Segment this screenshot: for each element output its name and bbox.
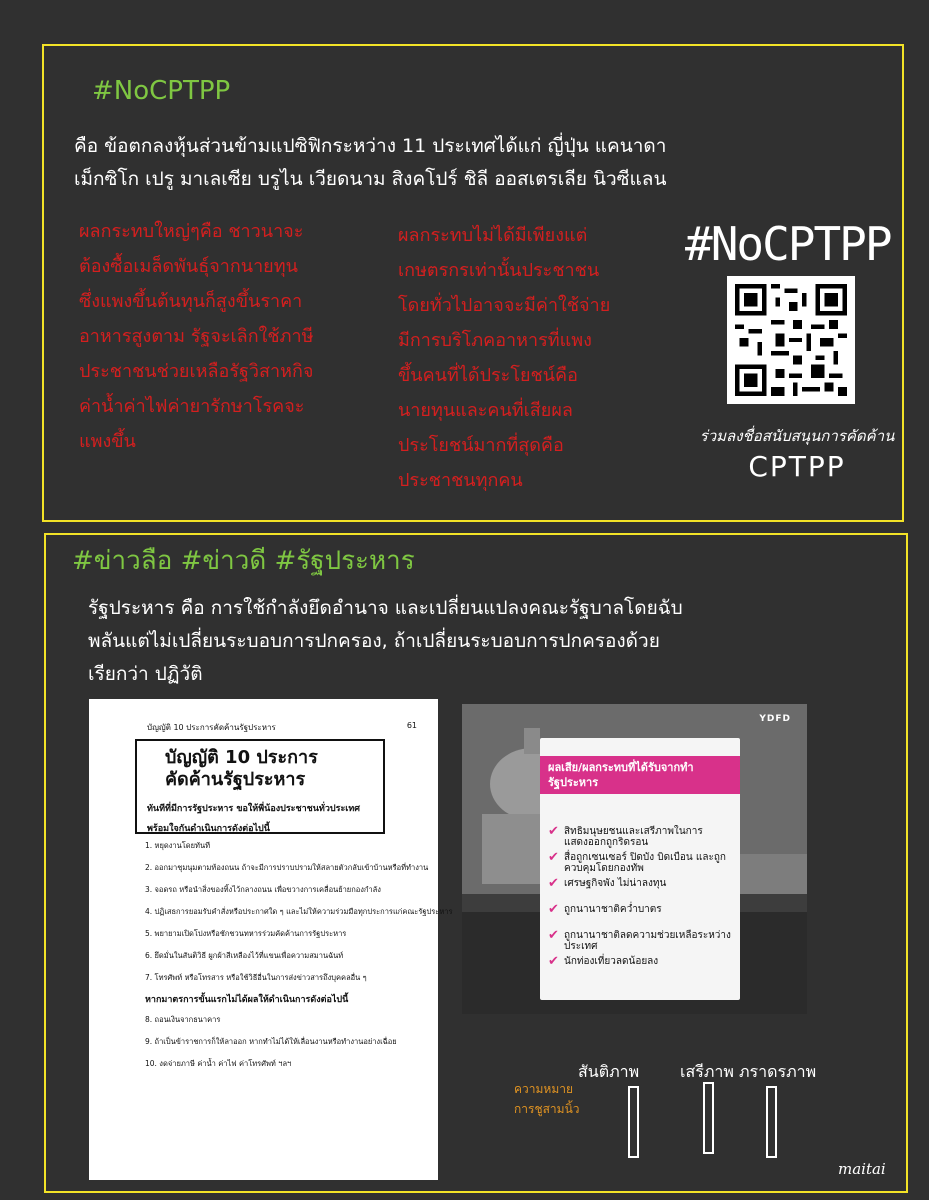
document-title-box: บัญญัติ 10 ประการ คัดค้านรัฐประหาร: [135, 739, 385, 834]
check-icon: ✔: [548, 824, 559, 839]
impact-left-text: ผลกระทบใหญ่ๆคือ ชาวนาจะ ต้องซื้อเมล็ดพันธุ์จากนายทุน ซึ่งแพงขึ้นต้นทุนก็สูงขึ้นราคา อาหารสูงตาม รัฐจะเลิกใช้ภาษี ประชาชนช่วยเหลือรัฐวิสาหกิจ ค่าน้ำค่าไฟค่ายารักษาโรคจะ แพงขึ้น: [79, 221, 314, 452]
check-icon: ✔: [548, 876, 559, 891]
list-item: ✔ ถูกนานาชาติลดความช่วยเหลือระหว่างประเทศ: [548, 928, 731, 952]
list-item: ✔ สื่อถูกเซนเซอร์ ปิดบัง บิดเบือน และถูกควบคุมโดยกองทัพ: [548, 850, 726, 874]
poster-card: [540, 738, 740, 1000]
petition-caption: ร่วมลงชื่อสนับสนุนการคัดค้าน: [699, 427, 895, 445]
list-item: 7. โทรศัพท์ หรือโทรสาร หรือใช้วิธีอื่นในการส่งข่าวสารถึงบุคคลอื่น ๆ: [145, 973, 367, 982]
document-list: [145, 839, 453, 1079]
list-item: 9. ถ้าเป็นข้าราชการก็ให้ลาออก หากทำไม่ได้ให้เลื่อนงานหรือทำงานอย่างเฉื่อย: [145, 1037, 397, 1046]
check-icon: ✔: [548, 902, 559, 917]
qr-code[interactable]: [727, 276, 855, 404]
check-icon: ✔: [548, 928, 559, 943]
nocptpp-big-hashtag: #NoCPTPP: [685, 217, 891, 271]
check-icon: ✔: [548, 850, 559, 865]
list-item: 10. งดจ่ายภาษี ค่าน้ำ ค่าไฟ ค่าโทรศัพท์ ฯลฯ: [145, 1059, 292, 1068]
finger-outline: [766, 1086, 777, 1158]
list-item: 1. หยุดงานโดยทันที: [145, 841, 211, 850]
document-subheading: หากมาตรการขั้นแรกไม่ได้ผลให้ดำเนินการดังต่อไปนี้: [145, 995, 349, 1005]
coup-impact-poster: [462, 704, 807, 1014]
meaning-label: ความหมาย: [514, 1082, 574, 1096]
list-item: 3. จอดรถ หรือนำสิ่งของทิ้งไว้กลางถนน เพื่อขวางการเคลื่อนย้ายกองกำลัง: [145, 885, 381, 894]
poster-list: [548, 826, 738, 982]
finger-outline: [628, 1086, 639, 1158]
impact-right-text: ผลกระทบไม่ได้มีเพียงแต่ เกษตรกรเท่านั้นประชาชน โดยทั่วไปอาจจะมีค่าใช้จ่าย มีการบริโภคอาหารที่แพง ขึ้นคนที่ได้ประโยชน์คือ นายทุนและคนที่เสียผล ประโยชน์มากที่สุดคือ ประชาชนทุกคน: [398, 225, 611, 491]
coup-intro-line-3: เรียกว่า ปฏิวัติ: [88, 663, 203, 685]
signature: maitai: [838, 1160, 886, 1178]
coup-intro-line-1: รัฐประหาร คือ การใช้กำลังยึดอำนาจ และเปลี่ยนแปลงคณะรัฐบาลโดยฉับ: [88, 597, 683, 619]
nocptpp-hashtag: #NoCPTPP: [92, 76, 231, 106]
ten-commandments-document: [89, 699, 453, 1180]
check-icon: ✔: [548, 954, 559, 969]
cptpp-intro-line-2: เม็กซิโก เปรู มาเลเซีย บรูไน เวียดนาม สิงคโปร์ ชิลี ออสเตรเลีย นิวซีแลน: [74, 168, 667, 190]
list-item: 4. ปฏิเสธการยอมรับคำสั่งหรือประกาศใด ๆ และไม่ให้ความร่วมมือทุกประการแก่คณะรัฐประหาร: [145, 907, 453, 916]
qr-code-icon: [735, 284, 847, 396]
peace-label: สันติภาพ: [578, 1062, 640, 1081]
poster-title: ผลเสีย/ผลกระทบที่ได้รับจากทำรัฐประหาร: [540, 756, 740, 794]
list-item: ✔ นักท่องเที่ยวลดน้อยลง: [548, 954, 659, 969]
list-item: ✔ ถูกนานาชาติคว่ำบาตร: [548, 902, 662, 917]
list-item: 5. พยายามเปิดโปงหรือชักชวนทหารร่วมคัดค้านการรัฐประหาร: [145, 929, 347, 938]
coup-hashtags: #ข่าวลือ #ข่าวดี #รัฐประหาร: [72, 546, 415, 576]
freedom-label: เสรีภาพ ภราดรภาพ: [680, 1062, 817, 1081]
list-item: 2. ออกมาชุมนุมตามท้องถนน ถ้าจะมีการปราบปรามให้สลายตัวกลับเข้าบ้านหรือที่ทำงาน: [145, 863, 429, 872]
list-item: ✔ เศรษฐกิจพัง ไม่น่าลงทุน: [548, 876, 667, 891]
list-item: 6. ยึดมั่นในสันติวิธี ผูกผ้าสีเหลืองไว้ที่แขนเพื่อความสมานฉันท์: [145, 951, 344, 960]
finger-outline: [703, 1082, 714, 1154]
cptpp-intro-line-1: คือ ข้อตกลงหุ้นส่วนข้ามแปซิฟิกระหว่าง 11 ประเทศได้แก่ ญี่ปุ่น แคนาดา: [74, 135, 667, 157]
salute-label: การชูสามนิ้ว: [514, 1102, 580, 1116]
poster-logo: YDFD: [759, 714, 791, 724]
list-item: ✔ สิทธิมนุษยชนและเสรีภาพในการแสดงออกถูกริดรอน: [548, 824, 703, 848]
document-header: บัญญัติ 10 ประการคัดค้านรัฐประหาร 61: [147, 721, 417, 732]
document-intro: ทันทีที่มีการรัฐประหาร ขอให้พี่น้องประชาชนทั่วประเทศพร้อมใจกันดำเนินการดังต่อไปนี้: [147, 804, 361, 834]
list-item: 8. ถอนเงินจากธนาคาร: [145, 1015, 221, 1024]
cptpp-caption: CPTPP: [748, 450, 846, 483]
coup-intro-line-2: พลันแต่ไม่เปลี่ยนระบอบการปกครอง, ถ้าเปลี่ยนระบอบการปกครองด้วย: [88, 630, 660, 652]
